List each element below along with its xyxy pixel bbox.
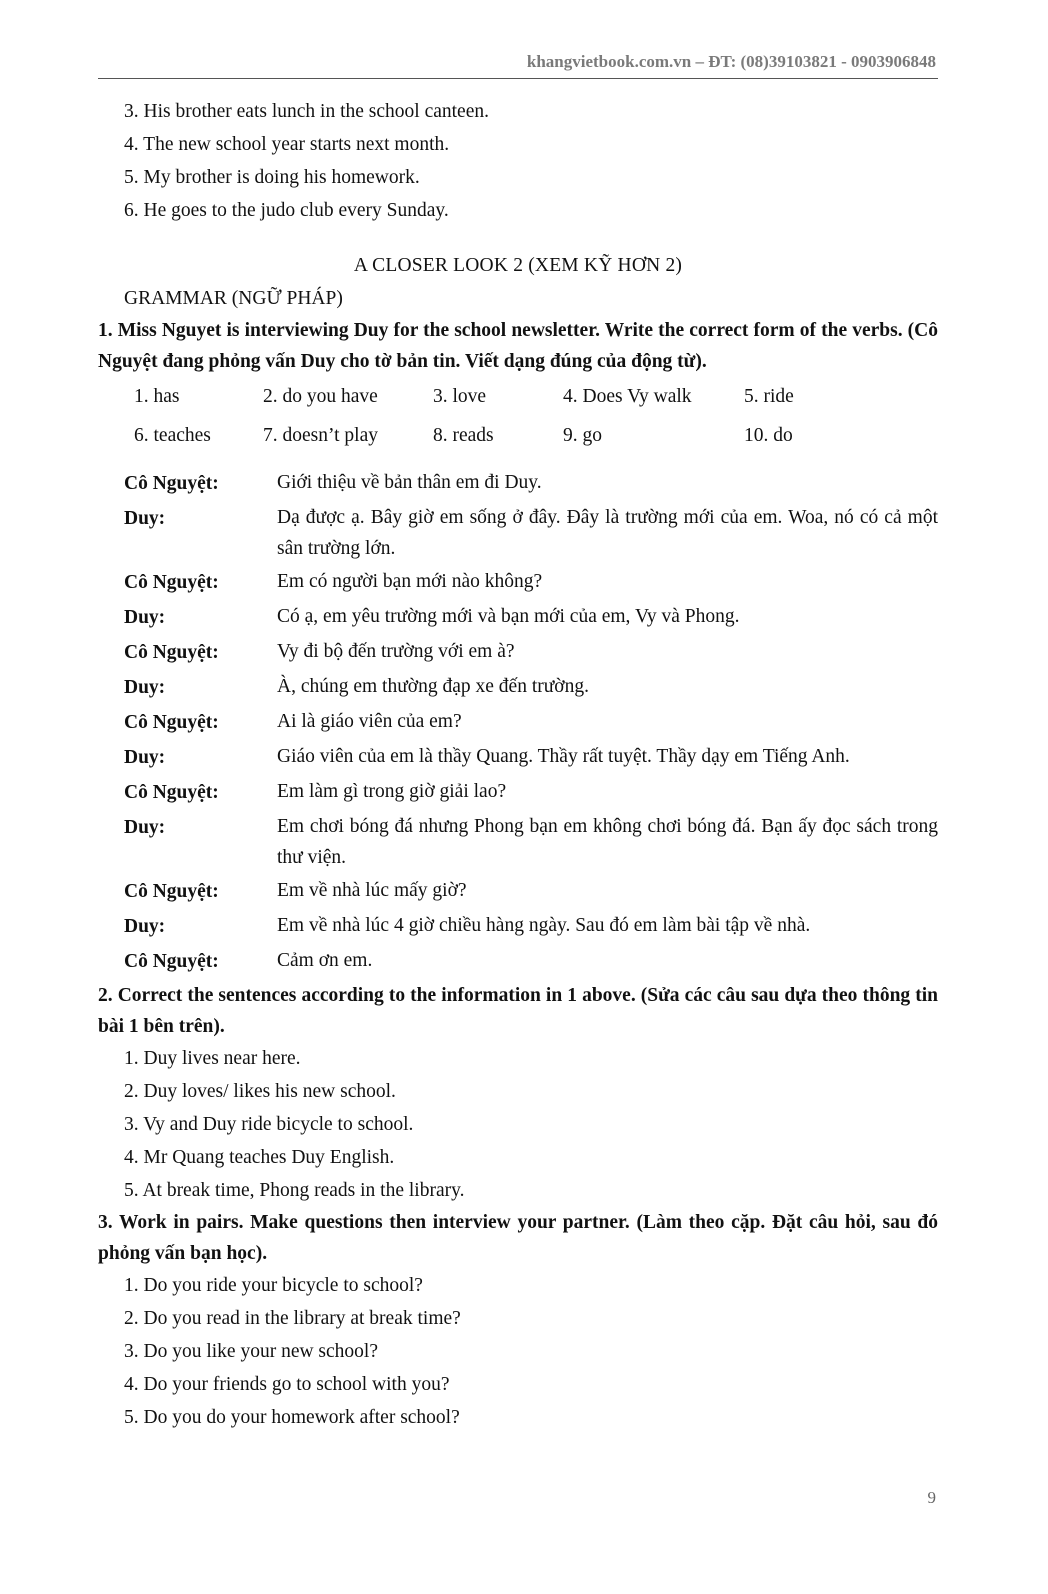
- dialogue-turn: [124, 706, 938, 739]
- answer-table: [134, 377, 794, 455]
- speaker: Duy:: [124, 916, 166, 937]
- top-list: [98, 95, 938, 227]
- task2-prompt: 2. Correct the sentences according to the information in 1 above. (Sửa các câu sau dựa theo thông tin bài 1 bên trên).: [98, 985, 938, 1037]
- dialogue-turn: [124, 467, 938, 500]
- dialogue-turn: [124, 502, 938, 564]
- header-divider: [98, 78, 938, 79]
- speaker: Cô Nguyệt:: [124, 572, 219, 593]
- page-number: 9: [927, 1488, 936, 1507]
- speaker: Duy:: [124, 747, 166, 768]
- dialogue-turn: [124, 875, 938, 908]
- dialogue-line: Em về nhà lúc 4 giờ chiều hàng ngày. Sau đó em làm bài tập về nhà.: [277, 915, 811, 936]
- list-item: 1. Duy lives near here.: [124, 1048, 301, 1069]
- dialogue-line: Ai là giáo viên của em?: [277, 711, 462, 732]
- dialogue-line: Em làm gì trong giờ giải lao?: [277, 781, 507, 802]
- answer-row: [134, 377, 794, 416]
- page-content: [98, 95, 938, 1434]
- dialogue-turn: [124, 741, 938, 774]
- dialogue-turn: [124, 601, 938, 634]
- answer-cell: 1. has: [134, 386, 180, 407]
- dialogue-line: Vy đi bộ đến trường với em à?: [277, 641, 515, 662]
- speaker: Duy:: [124, 607, 166, 628]
- list-item: 6. He goes to the judo club every Sunday.: [124, 200, 449, 221]
- list-item: 4. Mr Quang teaches Duy English.: [124, 1147, 395, 1168]
- answer-cell: 6. teaches: [134, 425, 211, 446]
- dialogue-line: Em có người bạn mới nào không?: [277, 571, 543, 592]
- list-item: 4. Do your friends go to school with you?: [124, 1374, 450, 1395]
- dialogue-line: Giáo viên của em là thầy Quang. Thầy rất tuyệt. Thầy dạy em Tiếng Anh.: [277, 746, 850, 767]
- speaker: Cô Nguyệt:: [124, 642, 219, 663]
- dialogue-turn: [124, 776, 938, 809]
- dialogue-line: À, chúng em thường đạp xe đến trường.: [277, 676, 589, 697]
- list-item: 5. At break time, Phong reads in the library.: [124, 1180, 465, 1201]
- speaker: Duy:: [124, 817, 166, 838]
- answer-row: [134, 416, 794, 455]
- dialogue: [124, 467, 938, 978]
- list-item: 5. My brother is doing his homework.: [124, 167, 420, 188]
- task3-prompt: 3. Work in pairs. Make questions then interview your partner. (Làm theo cặp. Đặt câu hỏi, sau đó phỏng vấn bạn học).: [98, 1212, 938, 1264]
- speaker: Cô Nguyệt:: [124, 712, 219, 733]
- list-item: 3. Vy and Duy ride bicycle to school.: [124, 1114, 414, 1135]
- dialogue-line: Em về nhà lúc mấy giờ?: [277, 880, 467, 901]
- speaker: Cô Nguyệt:: [124, 951, 219, 972]
- dialogue-turn: [124, 811, 938, 873]
- page-header: khangvietbook.com.vn – ĐT: (08)39103821 - 0903906848: [526, 52, 936, 71]
- speaker: Duy:: [124, 677, 166, 698]
- dialogue-turn: [124, 910, 938, 943]
- answer-cell: 8. reads: [433, 425, 494, 446]
- dialogue-line: Có ạ, em yêu trường mới và bạn mới của em, Vy và Phong.: [277, 606, 740, 627]
- answer-cell: 7. doesn’t play: [263, 425, 379, 446]
- list-item: 2. Do you read in the library at break time?: [124, 1308, 461, 1329]
- speaker: Cô Nguyệt:: [124, 473, 219, 494]
- list-item: 4. The new school year starts next month.: [124, 134, 450, 155]
- task1-prompt: 1. Miss Nguyet is interviewing Duy for the school newsletter. Write the correct form of the verbs. (Cô Nguyệt đang phỏng vấn Duy cho tờ bản tin. Viết dạng đúng của động từ).: [98, 320, 938, 372]
- dialogue-turn: [124, 945, 938, 978]
- dialogue-line: Cảm ơn em.: [277, 950, 373, 971]
- dialogue-turn: [124, 671, 938, 704]
- dialogue-line: Giới thiệu về bản thân em đi Duy.: [277, 472, 542, 493]
- dialogue-line: Em chơi bóng đá nhưng Phong bạn em không chơi bóng đá. Bạn ấy đọc sách trong thư viện.: [277, 816, 938, 868]
- speaker: Duy:: [124, 508, 166, 529]
- answer-cell: 2. do you have: [263, 386, 378, 407]
- list-item: 1. Do you ride your bicycle to school?: [124, 1275, 423, 1296]
- list-item: 5. Do you do your homework after school?: [124, 1407, 460, 1428]
- dialogue-line: Dạ được ạ. Bây giờ em sống ở đây. Đây là trường mới của em. Woa, nó có cả một sân trường lớn.: [277, 507, 938, 559]
- task2-list: [98, 1042, 938, 1207]
- list-item: 3. His brother eats lunch in the school canteen.: [124, 101, 489, 122]
- list-item: 3. Do you like your new school?: [124, 1341, 378, 1362]
- speaker: Cô Nguyệt:: [124, 881, 219, 902]
- task3-list: [98, 1269, 938, 1434]
- answer-cell: 9. go: [563, 425, 602, 446]
- answer-cell: 3. love: [433, 386, 487, 407]
- answer-cell: 5. ride: [744, 386, 794, 407]
- grammar-title: GRAMMAR (NGỮ PHÁP): [124, 288, 343, 309]
- speaker: Cô Nguyệt:: [124, 782, 219, 803]
- list-item: 2. Duy loves/ likes his new school.: [124, 1081, 396, 1102]
- answer-cell: 10. do: [744, 425, 793, 446]
- answer-cell: 4. Does Vy walk: [563, 386, 692, 407]
- dialogue-turn: [124, 636, 938, 669]
- dialogue-turn: [124, 566, 938, 599]
- section-title: A CLOSER LOOK 2 (XEM KỸ HƠN 2): [353, 255, 683, 276]
